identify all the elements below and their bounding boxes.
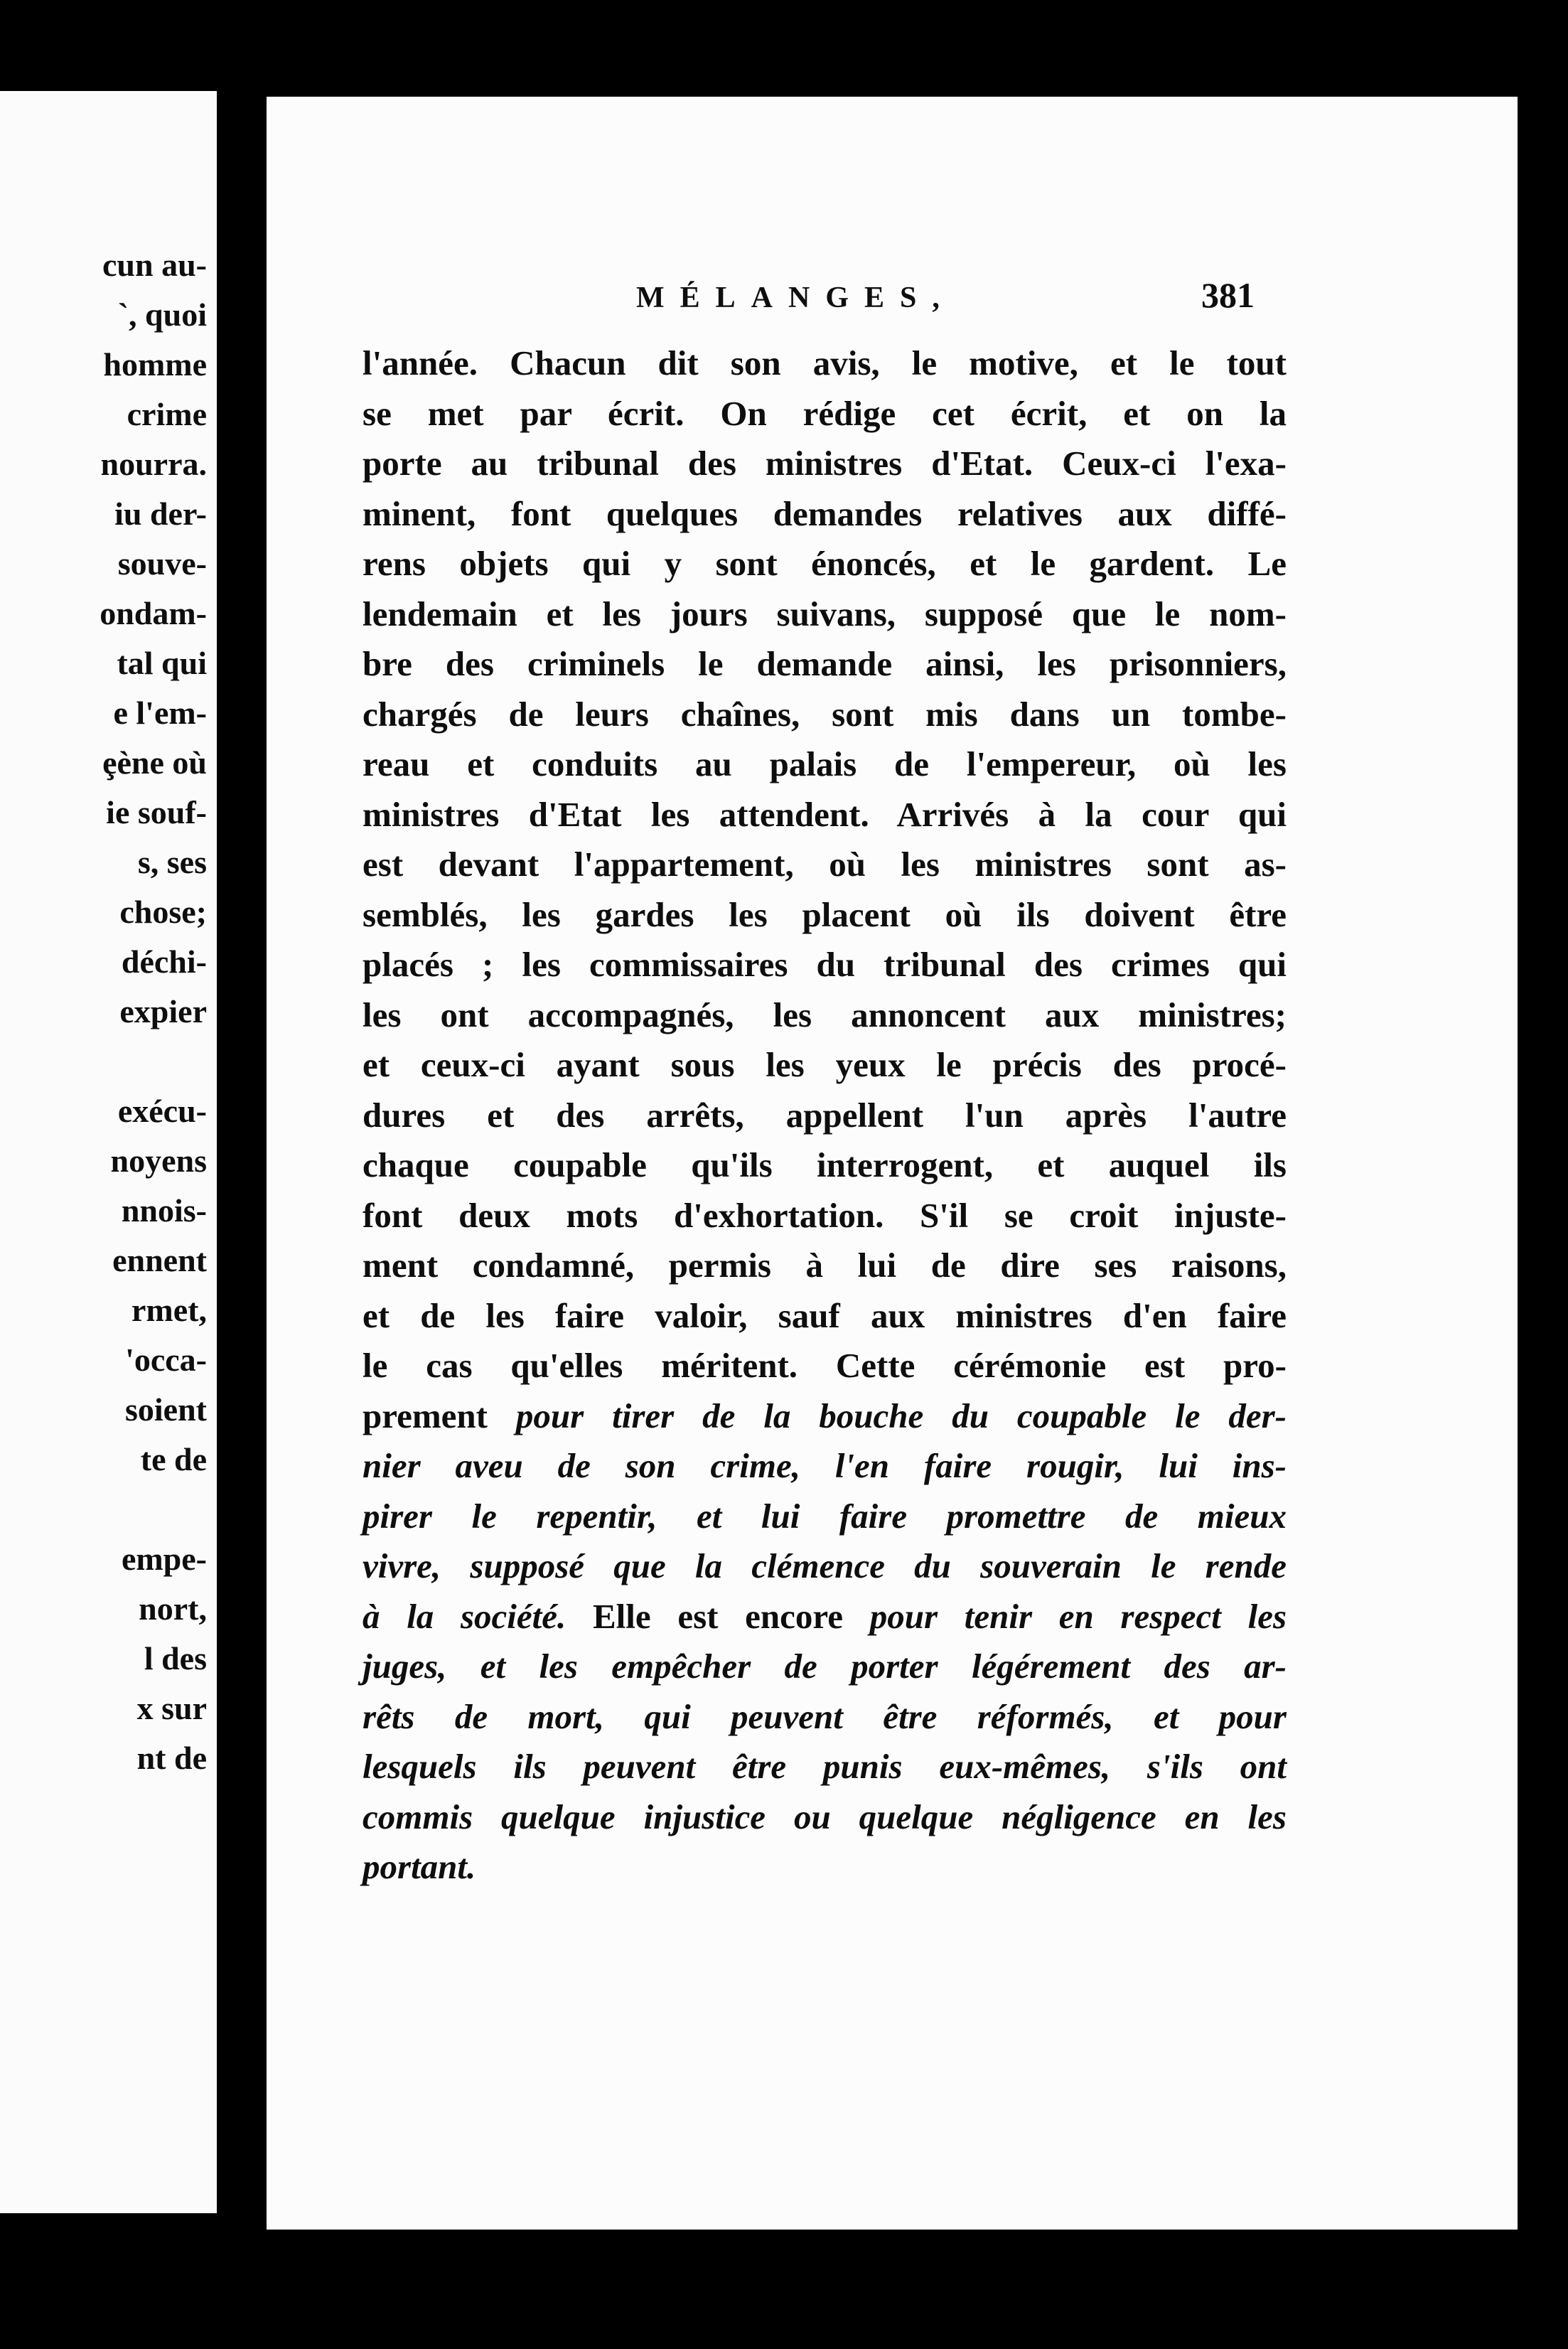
text-line: juges, et les empêcher de porter légérement des ar-: [363, 1647, 1287, 1686]
left-page-line: noyens: [110, 1143, 207, 1179]
left-page-line: crime: [127, 396, 207, 432]
text-line: lendemain et les jours suivans, supposé que le nom-: [363, 594, 1287, 633]
text-line: vivre, supposé que la clémence du souverain le rende: [363, 1546, 1287, 1585]
text-line: portant.: [363, 1847, 476, 1886]
italic-run: pour tirer de la bouche du coupable le der-: [515, 1396, 1287, 1435]
text-line: rens objets qui y sont énoncés, et le gardent. Le: [363, 544, 1287, 583]
right-page: [267, 97, 1518, 2230]
text-line: chargés de leurs chaînes, sont mis dans un tombe-: [363, 694, 1287, 734]
text-line: et de les faire valoir, sauf aux ministres d'en faire: [363, 1295, 1287, 1335]
text-line: reau et conduits au palais de l'empereur, où les: [363, 744, 1287, 783]
text-line: commis quelque injustice ou quelque négligence en les: [363, 1797, 1287, 1836]
text-line: font deux mots d'exhortation. S'il se croit injuste-: [363, 1195, 1287, 1235]
left-page-line: tal qui: [117, 645, 207, 681]
running-head: MÉLANGES,: [636, 282, 955, 314]
left-page-line: ondam-: [100, 595, 207, 631]
text-line: les ont accompagnés, les annoncent aux ministres;: [363, 995, 1287, 1034]
left-page-line: nnois-: [121, 1192, 207, 1229]
left-page-line: nt de: [136, 1740, 207, 1776]
left-page-line: ȩène où: [102, 744, 207, 781]
left-page-line: ennent: [112, 1242, 207, 1278]
left-page-line: empe-: [121, 1541, 207, 1577]
text-line: l'année. Chacun dit son avis, le motive, et le tout: [363, 343, 1287, 382]
left-page-line: x sur: [136, 1690, 207, 1726]
left-page-line: nourra.: [100, 446, 207, 482]
roman-run: Elle est encore: [566, 1596, 870, 1636]
left-page-line: 'occa-: [125, 1342, 207, 1378]
left-page-line: e l'em-: [113, 695, 207, 731]
italic-run: pour tenir en respect les: [869, 1596, 1287, 1636]
text-line: le cas qu'elles méritent. Cette cérémonie est pro-: [363, 1346, 1287, 1385]
text-line: semblés, les gardes les placent où ils doivent être: [363, 894, 1287, 934]
roman-run: prement: [363, 1396, 516, 1435]
body-text: [363, 338, 1518, 1893]
left-page-line: `, quoi: [117, 296, 207, 333]
text-line: dures et des arrêts, appellent l'un après l'autre: [363, 1095, 1287, 1135]
left-facing-page: [0, 91, 217, 2213]
left-page-line: déchi-: [121, 943, 207, 980]
text-line: placés ; les commissaires du tribunal des crimes qui: [363, 945, 1287, 984]
text-line: est devant l'appartement, où les ministres sont as-: [363, 845, 1287, 884]
page-number: 381: [1201, 275, 1255, 315]
text-line: ment condamné, permis à lui de dire ses raisons,: [363, 1246, 1287, 1285]
text-line: nier aveu de son crime, l'en faire rougir, lui ins-: [363, 1446, 1287, 1485]
left-page-line: rmet,: [131, 1292, 207, 1328]
left-page-line: l des: [144, 1640, 207, 1676]
left-page-line: exécu-: [117, 1093, 207, 1129]
left-page-line: ie souf-: [106, 794, 207, 830]
text-line: se met par écrit. On rédige cet écrit, et on la: [363, 393, 1287, 433]
text-line: bre des criminels le demande ainsi, les prisonniers,: [363, 644, 1287, 683]
text-line: minent, font quelques demandes relatives aux diffé-: [363, 493, 1287, 533]
left-page-line: chose;: [119, 894, 207, 930]
left-page-line: expier: [119, 993, 207, 1029]
text-line: et ceux-ci ayant sous les yeux le précis des procé-: [363, 1045, 1287, 1084]
left-page-line: cun au-: [102, 247, 207, 283]
left-page-line: soient: [125, 1391, 207, 1428]
text-line: chaque coupable qu'ils interrogent, et auquel ils: [363, 1145, 1287, 1184]
text-line: rêts de mort, qui peuvent être réformés, et pour: [363, 1696, 1287, 1736]
left-page-line: te de: [140, 1441, 207, 1477]
left-page-line: souve-: [117, 545, 207, 582]
text-line: [363, 1391, 1287, 1442]
left-page-line: nort,: [139, 1590, 207, 1627]
text-line: lesquels ils peuvent être punis eux-mêmes, s'ils ont: [363, 1747, 1287, 1786]
text-line: pirer le repentir, et lui faire promettre de mieux: [363, 1496, 1287, 1536]
left-page-line: iu der-: [114, 496, 207, 532]
text-line: porte au tribunal des ministres d'Etat. Ceux-ci l'exa-: [363, 444, 1287, 483]
left-page-line: homme: [103, 346, 207, 382]
text-line: ministres d'Etat les attendent. Arrivés à la cour qui: [363, 794, 1287, 834]
left-page-line: s, ses: [137, 844, 207, 880]
italic-run: à la société.: [363, 1596, 566, 1636]
text-line: [363, 1592, 1287, 1642]
